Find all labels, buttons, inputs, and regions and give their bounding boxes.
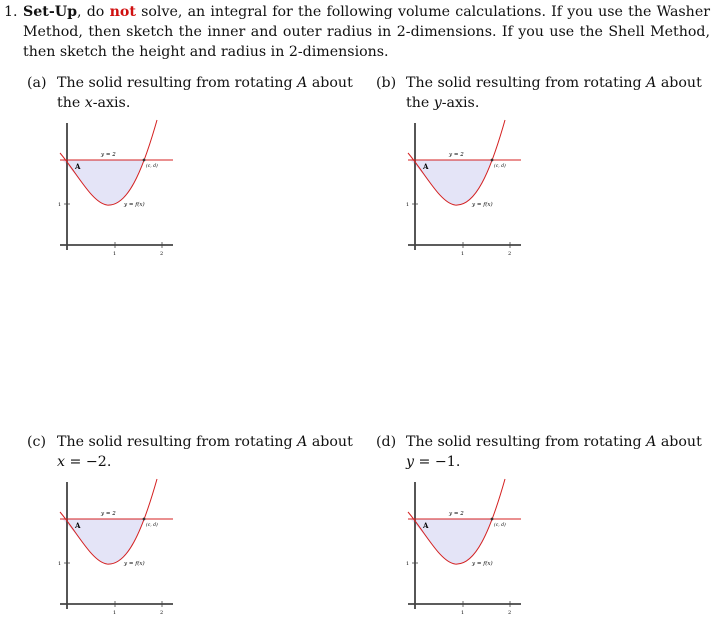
instruction-text: solve, an integral for the following volume calculations. If you use the Washer Method, then sketch the inner and outer radius in 2-dimensions. If you use the Shell Method, then sketch the height and radius in 2-dimensions.: [23, 4, 710, 60]
intersection-point: [143, 518, 146, 521]
x-tick-label-1: 1: [113, 610, 117, 616]
region-name: A: [297, 434, 308, 450]
y-tick-label: 1: [406, 561, 410, 567]
part-c: [27, 432, 362, 472]
part-text: [57, 432, 362, 472]
graph-b: [405, 118, 523, 263]
part-text-line1-end: about: [307, 75, 353, 91]
graph-d: [405, 477, 523, 622]
line-label: y = 2: [101, 511, 116, 517]
intersection-point: [143, 159, 146, 162]
y-tick-label: 1: [406, 202, 410, 208]
part-text-line1: The solid resulting from rotating: [406, 434, 647, 450]
part-text-line1: The solid resulting from rotating: [57, 434, 298, 450]
axis-variable: y: [433, 95, 442, 111]
part-text-line1-end: about: [656, 75, 702, 91]
x-tick-label-2: 2: [508, 610, 512, 616]
point-label: (c, d): [146, 523, 158, 528]
x-tick-label-1: 1: [461, 251, 465, 257]
x-tick-label-1: 1: [113, 251, 117, 257]
part-text: [406, 73, 711, 113]
problem-body: [23, 2, 710, 62]
part-d: [376, 432, 711, 472]
graph-c: [57, 477, 175, 622]
region-label: A: [423, 521, 429, 530]
part-text-line2: [57, 93, 362, 113]
not-word: not: [109, 4, 136, 20]
point-label: (c, d): [146, 164, 158, 169]
part-text-line1: The solid resulting from rotating: [57, 75, 298, 91]
part-text: [406, 432, 711, 472]
part-label: (b): [376, 75, 397, 91]
point-label: (c, d): [494, 523, 506, 528]
intersection-point: [491, 159, 494, 162]
y-tick-label: 1: [58, 561, 62, 567]
part-text-line2: [406, 452, 711, 472]
axis-variable: y: [406, 454, 415, 470]
line-label: y = 2: [101, 152, 116, 158]
part-a: [27, 73, 362, 113]
part-label: (c): [27, 434, 47, 450]
point-label: (c, d): [494, 164, 506, 169]
region-name: A: [297, 75, 308, 91]
part-text-line1: The solid resulting from rotating: [406, 75, 647, 91]
problem-statement: [4, 2, 710, 62]
part-label: (a): [27, 75, 47, 91]
x-tick-label-2: 2: [508, 251, 512, 257]
intro-text: , do: [77, 4, 110, 20]
y-tick-label: 1: [58, 202, 62, 208]
part-label: (d): [376, 434, 397, 450]
region-name: A: [646, 75, 657, 91]
intersection-point: [491, 518, 494, 521]
line2-suffix: = −1.: [414, 454, 461, 470]
part-text-line2: [57, 452, 362, 472]
part-text-line2: [406, 93, 711, 113]
region-graph: [57, 118, 175, 263]
line2-suffix: -axis.: [441, 95, 480, 111]
curve-label: y = f(x): [472, 202, 493, 208]
line2-suffix: -axis.: [92, 95, 131, 111]
problem-number: 1.: [4, 4, 18, 20]
curve-label: y = f(x): [124, 202, 145, 208]
curve-label: y = f(x): [472, 561, 493, 567]
region-graph: [405, 477, 523, 622]
line-label: y = 2: [449, 511, 464, 517]
part-text-line1-end: about: [656, 434, 702, 450]
region-label: A: [423, 162, 429, 171]
x-tick-label-2: 2: [160, 251, 164, 257]
region-name: A: [646, 434, 657, 450]
axis-variable: x: [57, 454, 66, 470]
axis-variable: x: [84, 95, 93, 111]
part-text: [57, 73, 362, 113]
x-tick-label-2: 2: [160, 610, 164, 616]
part-b: [376, 73, 711, 113]
setup-label: Set-Up: [23, 4, 78, 20]
curve-label: y = f(x): [124, 561, 145, 567]
line-label: y = 2: [449, 152, 464, 158]
region-label: A: [75, 162, 81, 171]
graph-a: [57, 118, 175, 263]
region-graph: [405, 118, 523, 263]
region-label: A: [75, 521, 81, 530]
x-tick-label-1: 1: [461, 610, 465, 616]
region-graph: [57, 477, 175, 622]
line2-prefix: the: [57, 95, 85, 111]
line2-suffix: = −2.: [65, 454, 112, 470]
part-text-line1-end: about: [307, 434, 353, 450]
line2-prefix: the: [406, 95, 434, 111]
